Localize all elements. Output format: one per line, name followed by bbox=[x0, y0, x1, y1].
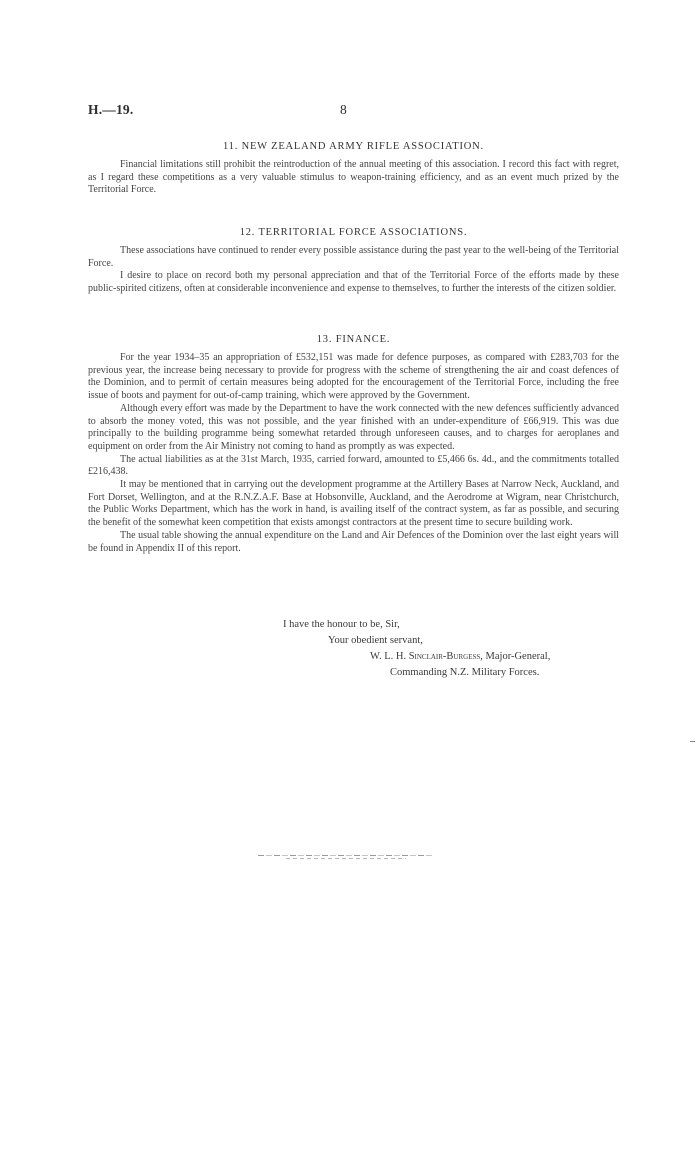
signature-surname: Sinclair-Burgess, bbox=[408, 651, 483, 662]
closing-block bbox=[88, 617, 619, 681]
section-heading: 11. NEW ZEALAND ARMY RIFLE ASSOCIATION. bbox=[223, 141, 484, 152]
section-rifle-association bbox=[88, 141, 619, 197]
closing-servant: Your obedient servant, bbox=[328, 635, 423, 646]
paragraph: Although every effort was made by the Department to have the work connected with the new defences sufficiently advanced to absorb the money voted, this was not possible, and the year finished with an under-expenditure of £66,919. This was due principally to the building programme being somewhat retarded through unforeseen causes, and to charges for aeroplanes and equipment on order from the Air Ministry not coming to hand as promptly as was expected. bbox=[88, 402, 619, 452]
signature-initials: W. L. H. bbox=[370, 651, 407, 662]
section-territorial-associations bbox=[88, 227, 619, 296]
section-heading: 13. FINANCE. bbox=[316, 334, 391, 345]
paragraph: These associations have continued to render every possible assistance during the past year to the well-being of the Territorial Force. bbox=[88, 245, 619, 269]
section-heading: 12. TERRITORIAL FORCE ASSOCIATIONS. bbox=[239, 227, 468, 238]
paragraph: It may be mentioned that in carrying out the development programme at the Artillery Bases at Narrow Neck, Auckland, and Fort Dorset, Wellington, and at the R.N.Z.A.F. Base at Hobsonville, Auckland, and the Aerodrome at Wigram, near Christchurch, the Public Works Department, which has the work in hand, is availing itself of the contract system, as far as possible, and securing the benefit of the somewhat keen competition that exists amongst contractors at the present time to secure building work. bbox=[88, 479, 619, 529]
document-reference: H.—19. bbox=[88, 102, 134, 117]
margin-mark bbox=[690, 741, 695, 742]
paragraph: The usual table showing the annual expenditure on the Land and Air Defences of the Dominion over the last eight years will be found in Appendix II of this report. bbox=[88, 529, 619, 554]
signature-line bbox=[88, 649, 619, 665]
printer-rule bbox=[258, 855, 434, 856]
paragraph: Financial limitations still prohibit the reintroduction of the annual meeting of this association. I record this fact with regret, as I regard these competitions as a very valuable stimulus to weapon-training efficiency, and as an event much prized by the Territorial Force. bbox=[88, 159, 619, 196]
signature-rank: Major-General, bbox=[485, 651, 551, 662]
paragraph: For the year 1934–35 an appropriation of £532,151 was made for defence purposes, as compared with £283,703 for the previous year, the increase being necessary to provide for progress with the scheme of strengthening the air and coast defences of the Dominion, and to permit of certain measures being adopted for the encouragement of the Territorial Force, including the free issue of boots and payment for out-of-camp training, which were approved by the Government. bbox=[88, 352, 619, 402]
closing-salutation: I have the honour to be, Sir, bbox=[283, 619, 400, 630]
page-header bbox=[88, 102, 618, 122]
signature-title: Commanding N.Z. Military Forces. bbox=[390, 667, 540, 678]
printer-rule bbox=[286, 858, 406, 859]
paragraph: The actual liabilities as at the 31st March, 1935, carried forward, amounted to £5,466 6s. 4d., and the commitments totalled £216,438. bbox=[88, 453, 619, 478]
page-number: 8 bbox=[340, 102, 347, 117]
section-finance bbox=[88, 334, 619, 555]
paragraph: I desire to place on record both my personal appreciation and that of the Territorial Force of the efforts made by these public-spirited citizens, often at considerable inconvenience and expense to themselves, to further the interests of the citizen soldier. bbox=[88, 270, 619, 295]
